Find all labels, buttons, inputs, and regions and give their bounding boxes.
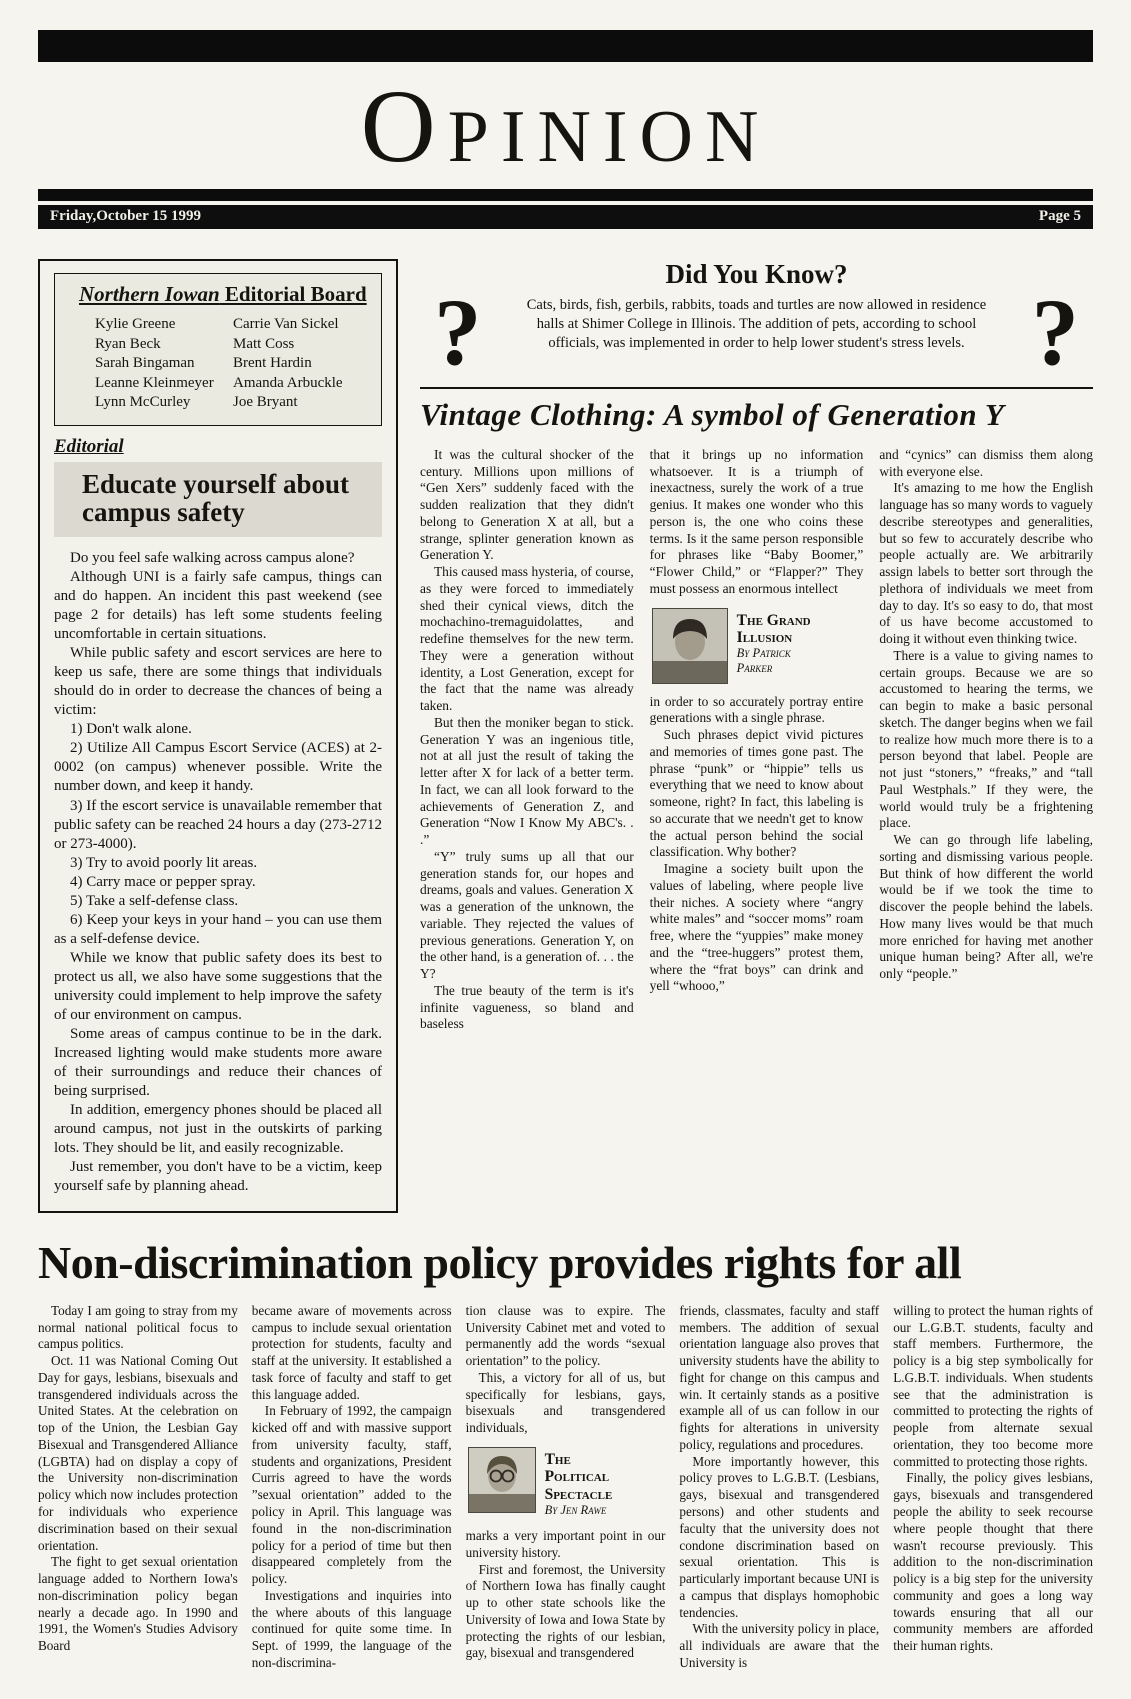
editorial-paragraph: While public safety and escort services are here to keep us safe, there are some things that individuals should do in order to decrease the chances of being a victim:	[54, 645, 382, 719]
board-member: Carrie Van Sickel	[233, 316, 339, 333]
portrait-illustration	[653, 609, 727, 683]
author-photo-patrick-parker	[652, 608, 728, 684]
editorial-board-box	[54, 273, 382, 426]
editorial-paragraph: Do you feel safe walking across campus alone?	[70, 549, 355, 566]
board-member: Joe Bryant	[233, 394, 298, 411]
article-paragraph: Investigations and inquiries into the where abouts of this language continued for quite some time. In Sept. of 1999, the language of the non-discrimina-	[251, 1587, 452, 1670]
editorial-paragraph: Although UNI is a fairly safe campus, things can and do happen. An incident this past weekend (see page 2 for details) has left some students feeling uncomfortable in certain situations.	[54, 568, 382, 643]
article-paragraph: More importantly however, this policy proves to L.G.B.T. (Lesbians, gays, bisexual and transgendered persons) and other students and faculty that the university does not condone discrimination based on sexual orientation. This is particularly important because UNI is a campus that displays homophobic tendencies.	[679, 1453, 880, 1620]
article-paragraph: It was the cultural shocker of the century. Millions upon millions of “Gen Xers” suddenly faced with the sudden realization that they didn't belong to Generation X at all, but a strange, splinter generation known as Generation Y.	[420, 446, 634, 563]
article-paragraph: First and foremost, the University of Northern Iowa has finally caught up to other state schools like the University of Iowa and Iowa State by protecting the rights of our lesbian, gay, bisexual and transgendered	[465, 1561, 666, 1661]
board-member: Ryan Beck	[95, 335, 161, 352]
right-column	[420, 259, 1093, 1212]
editorial-headline: Educate yourself about campus safety	[54, 462, 382, 537]
column-author-line: Parker	[736, 661, 773, 676]
board-member: Sarah Bingaman	[95, 355, 195, 372]
editorial-paragraph: 1) Don't walk alone.	[70, 721, 192, 738]
masthead	[38, 30, 1093, 229]
editorial-board-title	[65, 282, 371, 307]
article-paragraph: With the university policy in place, all individuals are aware that the University is	[679, 1621, 880, 1670]
top-rule	[38, 30, 1093, 62]
article-paragraph: We can go through life labeling, sorting and dismissing various people. But think of how different the world would be if we took the time to discover the people behind the labels. How many lives would be that much more enriched for having met another unique human being? After all, we're only “people.”	[879, 832, 1094, 982]
board-member: Matt Coss	[233, 335, 295, 352]
article-paragraph: Such phrases depict vivid pictures and memories of times gone past. The phrase “punk” or “hippie” tells us everything that we need to know about someone, right? In fact, this labeling is so accurate that we needn't get to know the actual person behind the social classification. Why bother?	[649, 727, 864, 860]
author-photo-jen-rawe	[468, 1447, 536, 1513]
editorial-paragraph: In addition, emergency phones should be placed all around campus, not just in the outskirts of parking lots. They should be lit, and easily recognizable.	[54, 1102, 382, 1157]
grand-illusion-byline-box	[652, 608, 862, 684]
policy-column-5	[893, 1303, 1093, 1672]
section-divider-rule	[420, 387, 1093, 389]
article-paragraph: It's amazing to me how the English language has so many words to vaguely describe stereotypes and generalities, but so few to accurately describe who people actually are. We arbitrarily assign labels to better sort through the plethora of individuals we meet from day to day. It's so easy to do, that most of us have become accustomed to doing it without even thinking twice.	[879, 480, 1094, 647]
editorial-paragraph: Some areas of campus continue to be in the dark. Increased lighting would make students more aware of their surroundings and reduce their chances of being surprised.	[54, 1026, 382, 1100]
article-paragraph: Oct. 11 was National Coming Out Day for gays, lesbians, bisexuals and transgendered individuals across the United States. At the celebration on top of the Union, the Lesbian Gay Bisexual and Transgendered Alliance (LGBTA) had on display a copy of the University non-discrimination policy which now includes protection for individuals who experience discrimination based on their sexual orientation.	[38, 1353, 238, 1553]
article-paragraph: Today I am going to stray from my normal national political focus to campus politics.	[38, 1302, 238, 1352]
board-names-left	[95, 315, 233, 413]
editorial-board-title-paper-name: Northern Iowan	[79, 282, 220, 307]
article-paragraph: This caused mass hysteria, of course, as they were forced to immediately shed their cynical views, ditch the mochachino-tremaguidolattes, and redefine themselves for the new term. They were a generation without identity, a Lost Generation, except for the fact that the name was already taken.	[420, 564, 634, 714]
editorial-paragraph: While we know that public safety does its best to protect us all, we also have some suggestions that the university could implement to help improve the safety of our environment on campus.	[54, 949, 382, 1024]
board-member: Leanne Kleinmeyer	[95, 374, 214, 391]
column-byline-text	[737, 608, 811, 677]
section-title: OPINION	[360, 69, 771, 184]
vintage-article-headline: Vintage Clothing: A symbol of Generation Y	[420, 396, 1005, 432]
vintage-column-1	[420, 447, 634, 1033]
article-paragraph: and “cynics” can dismiss them along with everyone else.	[879, 446, 1094, 479]
article-paragraph: that it brings up no information whatsoever. It is a triumph of inexactness, surely the work of a true genius. It makes one wonder who this person is, the one who coins these terms. Is it the same person responsible for phrases like “Baby Boomer,” “Flower Child,” or “Flapper?” They must possess an enormous intellect	[649, 446, 864, 596]
article-paragraph: This, a victory for all of us, but specifically for lesbians, gays, bisexuals and transgendered individuals,	[465, 1369, 666, 1436]
editorial-paragraph: Just remember, you don't have to be a victim, keep yourself safe by planning ahead.	[54, 1159, 382, 1195]
editorial-section-label: Editorial	[54, 435, 124, 457]
editorial-paragraph: 3) If the escort service is unavailable remember that public safety can be reached 24 hours a day (273-2712 or 273-4000).	[54, 797, 382, 852]
editorial-board-names	[65, 315, 371, 413]
policy-column-1	[38, 1303, 238, 1672]
article-paragraph: Imagine a society built upon the values of labeling, where people live their niches. A society where “angry white males” and “soccer moms” roam free, where the “yuppies” make money and the “tree-huggers” protest them, where the “frat boys” can drink and yell “whooo,”	[649, 861, 864, 994]
policy-article-columns	[38, 1303, 1093, 1672]
article-paragraph: The fight to get sexual orientation language added to Northern Iowa's non-discrimination policy began nearly a decade ago. In 1990 and 1991, the Women's Studies Advisory Board	[38, 1554, 238, 1654]
upper-section	[38, 259, 1093, 1212]
question-mark-icon: ?	[434, 279, 482, 386]
column-title-line: Illusion	[736, 629, 793, 647]
article-paragraph: tion clause was to expire. The University Cabinet met and voted to permanently add the words “sexual orientation” to the policy.	[465, 1302, 666, 1369]
masthead-bottom-rule	[38, 189, 1093, 201]
column-title-line: The	[544, 1450, 571, 1468]
board-member: Lynn McCurley	[95, 394, 191, 411]
article-paragraph: Finally, the policy gives lesbians, gays, bisexuals and transgendered people the ability to seek recourse where people thought that there wasn't recourse previously. This addition to the non-discrimination policy is a big step for the university community and goes a long way towards ensuring that all our community members are afforded their human rights.	[893, 1470, 1093, 1654]
editorial-body	[54, 549, 382, 1197]
board-member: Kylie Greene	[95, 316, 176, 333]
vintage-column-3	[879, 447, 1093, 1033]
column-byline-text	[545, 1447, 613, 1518]
policy-article-headline: Non-discrimination policy provides rights for all	[38, 1236, 962, 1288]
board-member: Amanda Arbuckle	[233, 374, 343, 391]
did-you-know-row	[420, 279, 1093, 386]
editorial-paragraph: 4) Carry mace or pepper spray.	[70, 873, 256, 890]
article-paragraph: But then the moniker began to stick. Generation Y was an ingenious title, not at all just the result of taking the letter after X for lack of a better term. In fact, we can all look forward to the achievements of Generation Z, and Generation “Now I Know My ABC's. . .”	[420, 714, 634, 848]
portrait-illustration	[469, 1448, 535, 1512]
article-paragraph: friends, classmates, faculty and staff members. The addition of sexual orientation language also proves that university students have the ability to fight for change on this campus and win. It certainly stands as a positive example all of us can follow in our fights for alterations in university policy, regulations and procedures.	[679, 1302, 880, 1452]
political-spectacle-byline-box	[468, 1447, 664, 1518]
folio-bar	[38, 205, 1093, 229]
folio-date: Friday,October 15 1999	[50, 208, 201, 225]
vintage-article-columns	[420, 447, 1093, 1033]
vintage-column-2	[650, 447, 864, 1033]
column-author-line: By Patrick	[736, 646, 791, 661]
editorial-column	[38, 259, 398, 1212]
column-author-line: By Jen Rawe	[544, 1503, 607, 1517]
policy-column-4	[679, 1303, 879, 1672]
article-paragraph: The true beauty of the term is it's infinite vagueness, so bland and baseless	[420, 982, 634, 1032]
article-paragraph: There is a value to giving names to certain groups. Because we are so accustomed to hearing the terms, we can begin to make a basic personal sketch. The danger begins when we fail to realize how much more there is to a person beyond that label. People are not just “stoners,” “freaks,” and “tall Paul Westphals.” If they were, the world would truly be a frightening place.	[879, 647, 1094, 831]
article-paragraph: became aware of movements across campus to include sexual orientation protection for students, faculty and staff at the university. It established a task force of faculty and staff to get this language added.	[251, 1302, 452, 1402]
editorial-paragraph: 2) Utilize All Campus Escort Service (ACES) at 2-0002 (on campus) whenever possible. Write the number down, and keep it handy.	[54, 740, 382, 795]
article-paragraph: In February of 1992, the campaign kicked off and with massive support from university faculty, staff, students and organizations, President Curris agreed to have the words ”sexual orientation” added to the policy in April. This language was found in the non-discrimination policy for a period of time but then disappeared completely from the policy.	[251, 1403, 452, 1587]
did-you-know-box	[420, 259, 1093, 386]
question-mark-icon: ?	[1031, 279, 1079, 386]
did-you-know-body: Cats, birds, fish, gerbils, rabbits, toads and turtles are now allowed in residence halls at Shimer College in Illinois. The addition of pets, according to school officials, was implemented in order to help lower student's stress levels.	[526, 297, 987, 352]
article-paragraph: “Y” truly sums up all that our generation stands for, our hopes and dreams, goals and values. Generation X was a generation of the unknown, the variable. They rejected the values of previous generations. Generation Y, on the other hand, is a generation of. . . the Y?	[420, 848, 634, 982]
column-title-line: Political	[544, 1468, 610, 1486]
vintage-clothing-article	[420, 397, 1093, 1033]
board-member: Brent Hardin	[233, 355, 312, 372]
article-paragraph: in order to so accurately portray entire generations with a single phrase.	[649, 693, 864, 726]
column-title-line: Spectacle	[544, 1485, 613, 1503]
policy-article	[38, 1236, 1093, 1672]
editorial-paragraph: 3) Try to avoid poorly lit areas.	[70, 854, 258, 871]
editorial-paragraph: 6) Keep your keys in your hand – you can use them as a self-defense device.	[54, 911, 382, 947]
policy-column-3	[466, 1303, 666, 1672]
folio-page-number: Page 5	[1038, 208, 1081, 225]
editorial-paragraph: 5) Take a self-defense class.	[70, 892, 239, 909]
column-title-line: The Grand	[736, 611, 811, 629]
article-paragraph: willing to protect the human rights of our L.G.B.T. students, faculty and staff members. Furthermore, the policy is a big step symbolically for L.G.B.T. individuals. When students see that the administration is committed to protecting the rights of people from alternate sexual orientation, they too become more committed to protecting those rights.	[893, 1302, 1093, 1469]
board-names-right	[233, 315, 371, 413]
editorial-board-title-rest: Editorial Board	[219, 282, 367, 307]
did-you-know-title: Did You Know?	[665, 259, 848, 290]
policy-column-2	[252, 1303, 452, 1672]
article-paragraph: marks a very important point in our university history.	[465, 1528, 666, 1560]
